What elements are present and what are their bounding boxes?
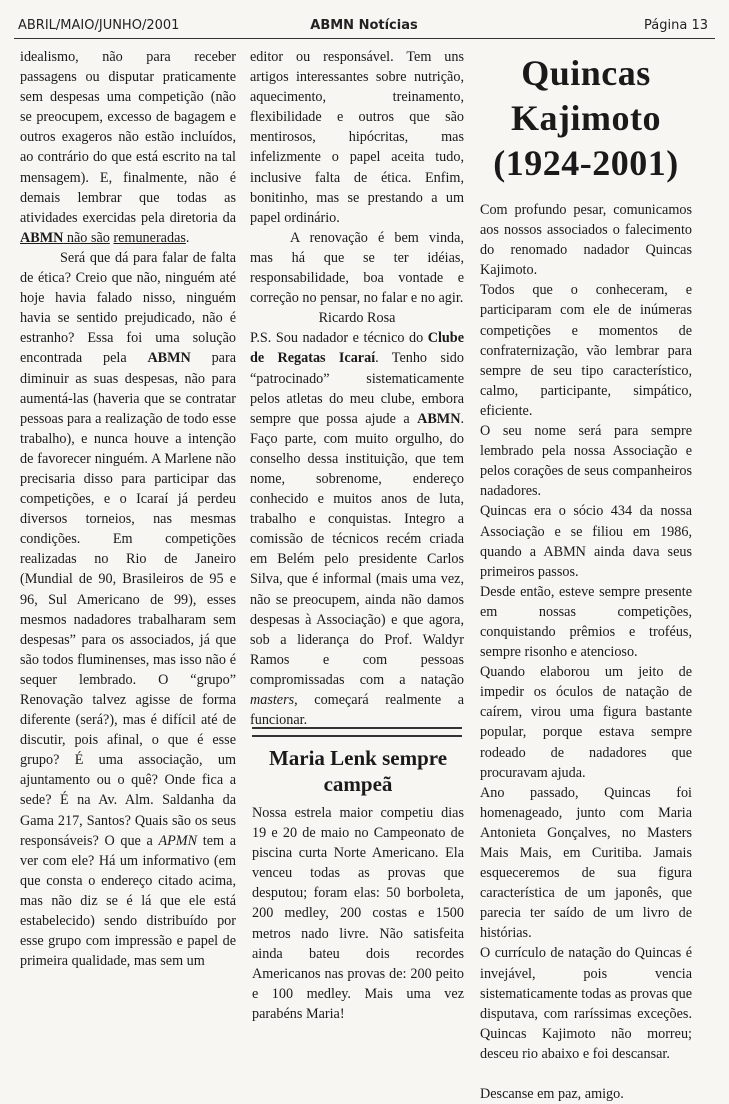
obituary-headline bbox=[480, 51, 692, 186]
obit-paragraph-4: Quincas era o sócio 434 da nossa Associação e se filiou em 1986, quando a ABMN ainda dava seus primeiros passos. bbox=[480, 503, 692, 580]
maria-lenk-headline: Maria Lenk sempre campeã bbox=[268, 746, 448, 796]
column-left bbox=[20, 47, 236, 971]
col1-paragraph-1 bbox=[20, 47, 236, 248]
col1-text-d: tem a ver com ele? Há um informativo (em que consta o endereço citado acima, mas não diz se é lá que ele está estabelecido) sendo distribuído por esse grupo com impressão e papel de primeira qualidade, mas sem um bbox=[20, 832, 236, 970]
abmn-mention-3: ABMN bbox=[417, 410, 461, 427]
club-name: Clube de Regatas Icaraí bbox=[250, 330, 464, 367]
ps-text-b: . Tenho sido “patrocinado” sistematicamente pelos atletas do meu clube, embora sempre que possa ajude a bbox=[250, 350, 464, 427]
header-divider bbox=[14, 38, 715, 39]
postscript bbox=[250, 328, 464, 730]
obit-paragraph-3: O seu nome será para sempre lembrado pela nossa Associação e pelos corações de seus companheiros nadadores. bbox=[480, 423, 692, 500]
publication-name: ABMN Notícias bbox=[310, 18, 418, 33]
col2-paragraph-1: editor ou responsável. Tem uns artigos interessantes sobre nutrição, aquecimento, treinamento, flexibilidade e outros que são mentirosos, hipócritas, mas infelizmente o papel aceita tudo, inclusive falta de ética. Enfim, bonitinho, mas se prestando a um papel ordinário. bbox=[250, 49, 464, 226]
abmn-mention-2: ABMN bbox=[147, 350, 191, 367]
obit-paragraph-1: Com profundo pesar, comunicamos aos nossos associados o falecimento do renomado nadador Quincas Kajimoto. bbox=[480, 202, 692, 279]
ps-text-c: . Faço parte, com muito orgulho, do conselho dessa instituição, que tem nome, sobrenome, endereço conhecido e muitos anos de luta, trabalho e conquistas. Integro a comissão de técnicos recém criada em Belém pelo presidente Carlos Silva, que é informal (mais uma vez, não se preocupem, ainda não damos despesas à Associação) e que agora, sob a liderança do Prof. Waldyr Ramos e com pessoas compromissadas com a natação bbox=[250, 410, 464, 688]
col1-period: . bbox=[185, 229, 190, 246]
col1-nao-sao: não são bbox=[63, 229, 110, 246]
obit-paragraph-6: Quando elaborou um jeito de impedir os óculos de natação de caírem, virou uma figura bastante popular, porque estava sempre rodeado de nadadores que procuravam ajuda. bbox=[480, 664, 692, 781]
page-number: Página 13 bbox=[644, 18, 708, 33]
obit-closing: Descanse em paz, amigo. bbox=[480, 1086, 624, 1103]
col1-paragraph-2 bbox=[20, 248, 236, 971]
col1-remuneradas: remuneradas bbox=[113, 229, 186, 246]
issue-date: ABRIL/MAIO/JUNHO/2001 bbox=[18, 18, 180, 33]
headline-years: (1924-2001) bbox=[493, 143, 679, 183]
page-header bbox=[14, 14, 714, 38]
column-middle bbox=[250, 47, 464, 730]
obit-paragraph-7: Ano passado, Quincas foi homenageado, junto com Maria Antonieta Gonçalves, no Masters Mais Mais, em Curitiba. Jamais esqueceremos de sua figura característica de um japonês, que parecia ter saído de um livro de histórias. bbox=[480, 784, 692, 942]
author-signature: Ricardo Rosa bbox=[318, 310, 396, 327]
obit-paragraph-2: Todos que o conheceram, e participaram com ele de inúmeras competições e momentos de confraternização, vão lembrar para sempre de seu tipo característico, calmo, participante, simpático, eficiente. bbox=[480, 282, 692, 419]
masters-word: masters bbox=[250, 692, 295, 708]
maria-lenk-body: Nossa estrela maior competiu dias 19 e 20 de maio no Campeonato de piscina curta Norte Americano. Ela venceu todas as provas que desputou; foram elas: 50 borboleta, 200 medley, 200 costas e 1500 metros nado livre. Não satisfeita ainda bateu dois recordes Americanos nas provas de: 200 peito e 100 medley. Mais uma vez parabéns Maria! bbox=[252, 805, 464, 1022]
ps-text-a: P.S. Sou nadador e técnico do bbox=[250, 330, 428, 347]
col1-text-c: para diminuir as suas despesas, não para aumentá-las (haveria que se contratar pessoas para a realização de todo esse trabalho), e nunca houve a intenção de favorecer ninguém. A Marlene não precisaria disso para participar das competições, e o Icaraí já perdeu diversos torneios, nas mesmas condições. Em competições realizadas no Rio de Janeiro (Mundial de 90, Brasileiros de 95 e 96, Sul Americano de 99), esses mesmos nadadores trabalharam sem despesas” para os associados, já que são todos fluminenses, mas isso não é sequer lembrado. O “grupo” Renovação talvez agisse de forma diferente (será?), mas é difícil até de discutir, pois afinal, o que é esse grupo? É uma associação, um ajuntamento ou o quê? Onde fica a sede? É na Av. Alm. Saldanha da Gama 217, Santos? Quais são os seus responsáveis? O que a bbox=[20, 350, 236, 849]
column-right bbox=[480, 47, 692, 1104]
headline-line-1: Quincas bbox=[521, 53, 651, 93]
col1-underlined-phrase bbox=[20, 230, 110, 246]
maria-lenk-article bbox=[252, 745, 464, 1024]
ps-text-d: , começará realmente a funcionar. bbox=[250, 692, 464, 729]
col1-text-a: idealismo, não para receber passagens ou disputar praticamente sem despesas uma competição (não se preocupem, excesso de bagagem e outros exageros não estão incluídos, ao contrário do que está escrito na tal mensagem). E, finalmente, não é demais lembrar que todas as atividades exercidas pela diretoria da bbox=[20, 49, 236, 226]
apmn-mention: APMN bbox=[158, 832, 198, 849]
headline-line-2: Kajimoto bbox=[511, 98, 661, 138]
col1-text-b: Será que dá para falar de falta de ética? Creio que não, ninguém até hoje havia falado nisso, ninguém havia se sentido prejudicado, não é estranho? Essa foi uma solução encontrada pela bbox=[20, 249, 236, 367]
article-separator bbox=[252, 727, 462, 737]
abmn-mention: ABMN bbox=[20, 229, 64, 246]
col2-paragraph-2: A renovação é bem vinda, mas há que se ter idéias, responsabilidade, boa vontade e correção no pensar, no falar e no agir. bbox=[250, 229, 464, 307]
obit-paragraph-8: O currículo de natação do Quincas é invejável, pois vencia sistematicamente todas as provas que disputava, com raríssimas exceções. Quincas Kajimoto não morreu; desceu rio abaixo e foi descansar. bbox=[480, 945, 692, 1062]
obit-paragraph-5: Desde então, esteve sempre presente em nossas competições, conquistando prêmios e troféus, sempre risonho e atencioso. bbox=[480, 583, 692, 661]
